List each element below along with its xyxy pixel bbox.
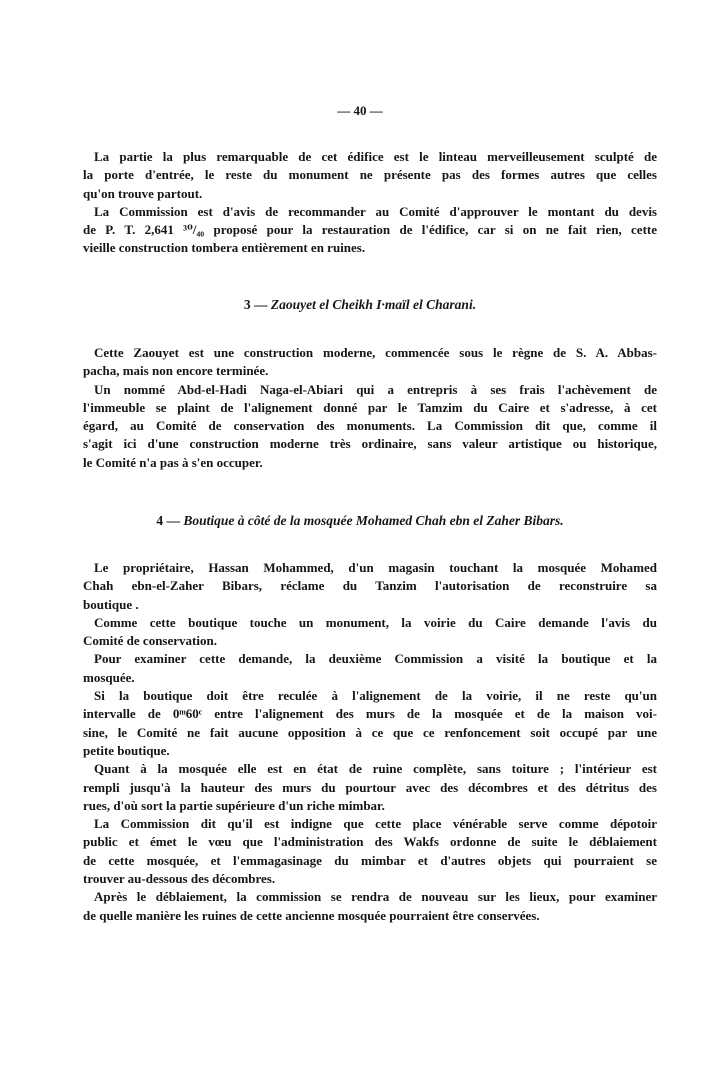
text-line: Pour examiner cette demande, la deuxième Commission a visité la boutique et la: [94, 651, 657, 667]
text-line: Cette Zaouyet est une construction moderne, commencée sous le règne de S. A. Abbas-: [94, 345, 657, 360]
section-number: 4 —: [156, 513, 180, 528]
text-line: Comme cette boutique touche un monument, la voirie du Caire demande l'avis du: [94, 614, 657, 630]
paragraph: [83, 888, 657, 925]
text-line: rempli jusqu'à la hauteur des murs du pourtour avec des décombres et des détritus des: [83, 779, 657, 795]
text-line: pacha, mais non encore terminée.: [83, 363, 269, 379]
section-number: 3 —: [243, 297, 268, 312]
paragraph: [83, 760, 657, 815]
paragraph: [83, 687, 657, 760]
text-line: mosquée.: [83, 669, 135, 685]
text-line: vieille construction tombera entièrement en ruines.: [83, 240, 366, 256]
paragraph: [83, 344, 657, 381]
paragraph: [83, 650, 657, 687]
text-line: petite boutique.: [83, 742, 170, 758]
text-line: Chah ebn-el-Zaher Bibars, réclame du Tanzim l'autorisation de reconstruire sa: [83, 578, 657, 594]
text-line: s'agit ici d'une construction moderne très ordinaire, sans valeur artistique ou historique,: [83, 436, 657, 452]
section-3-body: [83, 344, 657, 472]
section-3-heading: [0, 297, 720, 313]
intro-paragraphs: [83, 148, 657, 258]
text-line: trouver au-dessous des décombres.: [83, 871, 276, 887]
paragraph: [83, 381, 657, 472]
text-line: la porte d'entrée, le reste du monument ne présente pas des formes autres que celles: [83, 167, 657, 183]
paragraph: [83, 815, 657, 888]
text-line: Un nommé Abd-el-Hadi Naga-el-Abiari qui a entrepris à ses frais l'achèvement de: [94, 381, 657, 397]
text-line: de quelle manière les ruines de cette ancienne mosquée pourraient être conservées.: [83, 907, 540, 923]
text-line: intervalle de 0ᵐ60ᶜ entre l'alignement des murs de la mosquée et de la maison voi-: [83, 706, 657, 722]
paragraph: [83, 148, 657, 203]
paragraph: [83, 614, 657, 651]
text-line: La Commission dit qu'il est indigne que cette place vénérable serve comme dépotoir: [94, 816, 657, 832]
text-line: Après le déblaiement, la commission se rendra de nouveau sur les lieux, pour examiner: [94, 889, 657, 905]
text-line: boutique .: [83, 596, 139, 612]
section-title: Zaouyet el Cheikh I·maïl el Charani.: [270, 297, 477, 312]
text-line: égard, au Comité de conservation des monuments. La Commission dit que, comme il: [83, 418, 657, 434]
paragraph: [83, 203, 657, 258]
text-line: public et émet le vœu que l'administration des Wakfs ordonne de suite le déblaiement: [83, 834, 657, 850]
text-line: rues, d'où sort la partie supérieure d'un riche mimbar.: [83, 797, 385, 813]
section-4-heading: [0, 513, 720, 529]
section-title: Boutique à côté de la mosquée Mohamed Chah ebn el Zaher Bibars.: [183, 513, 564, 528]
text-line: La Commission est d'avis de recommander au Comité d'approuver le montant du devis: [94, 203, 657, 219]
text-line: l'immeuble se plaint de l'alignement donné par le Tamzim du Caire et s'adresse, à cet: [83, 399, 657, 415]
text-line: Quant à la mosquée elle est en état de ruine complète, sans toiture ; l'intérieur est: [94, 761, 657, 777]
text-line: La partie la plus remarquable de cet édifice est le linteau merveilleusement sculpté de: [94, 149, 657, 164]
text-line: sine, le Comité ne fait aucune opposition à ce que ce renfoncement soit occupé par une: [83, 724, 657, 740]
paragraph: [83, 559, 657, 614]
page-number: — 40 —: [337, 103, 383, 118]
text-line: de cette mosquée, et l'emmagasinage du mimbar et d'autres objets qui pourraient se: [83, 852, 657, 868]
section-4-body: [83, 559, 657, 925]
text-line: le Comité n'a pas à s'en occuper.: [83, 454, 263, 470]
text-line: Si la boutique doit être reculée à l'alignement de la voirie, il ne reste qu'un: [94, 688, 657, 704]
text-line: de P. T. 2,641 ³⁰/₄₀ proposé pour la restauration de l'édifice, car si on ne fait rien, cette: [83, 222, 657, 238]
text-line: Comité de conservation.: [83, 633, 217, 649]
text-line: Le propriétaire, Hassan Mohammed, d'un magasin touchant la mosquée Mohamed: [94, 560, 657, 575]
text-line: qu'on trouve partout.: [83, 185, 203, 201]
